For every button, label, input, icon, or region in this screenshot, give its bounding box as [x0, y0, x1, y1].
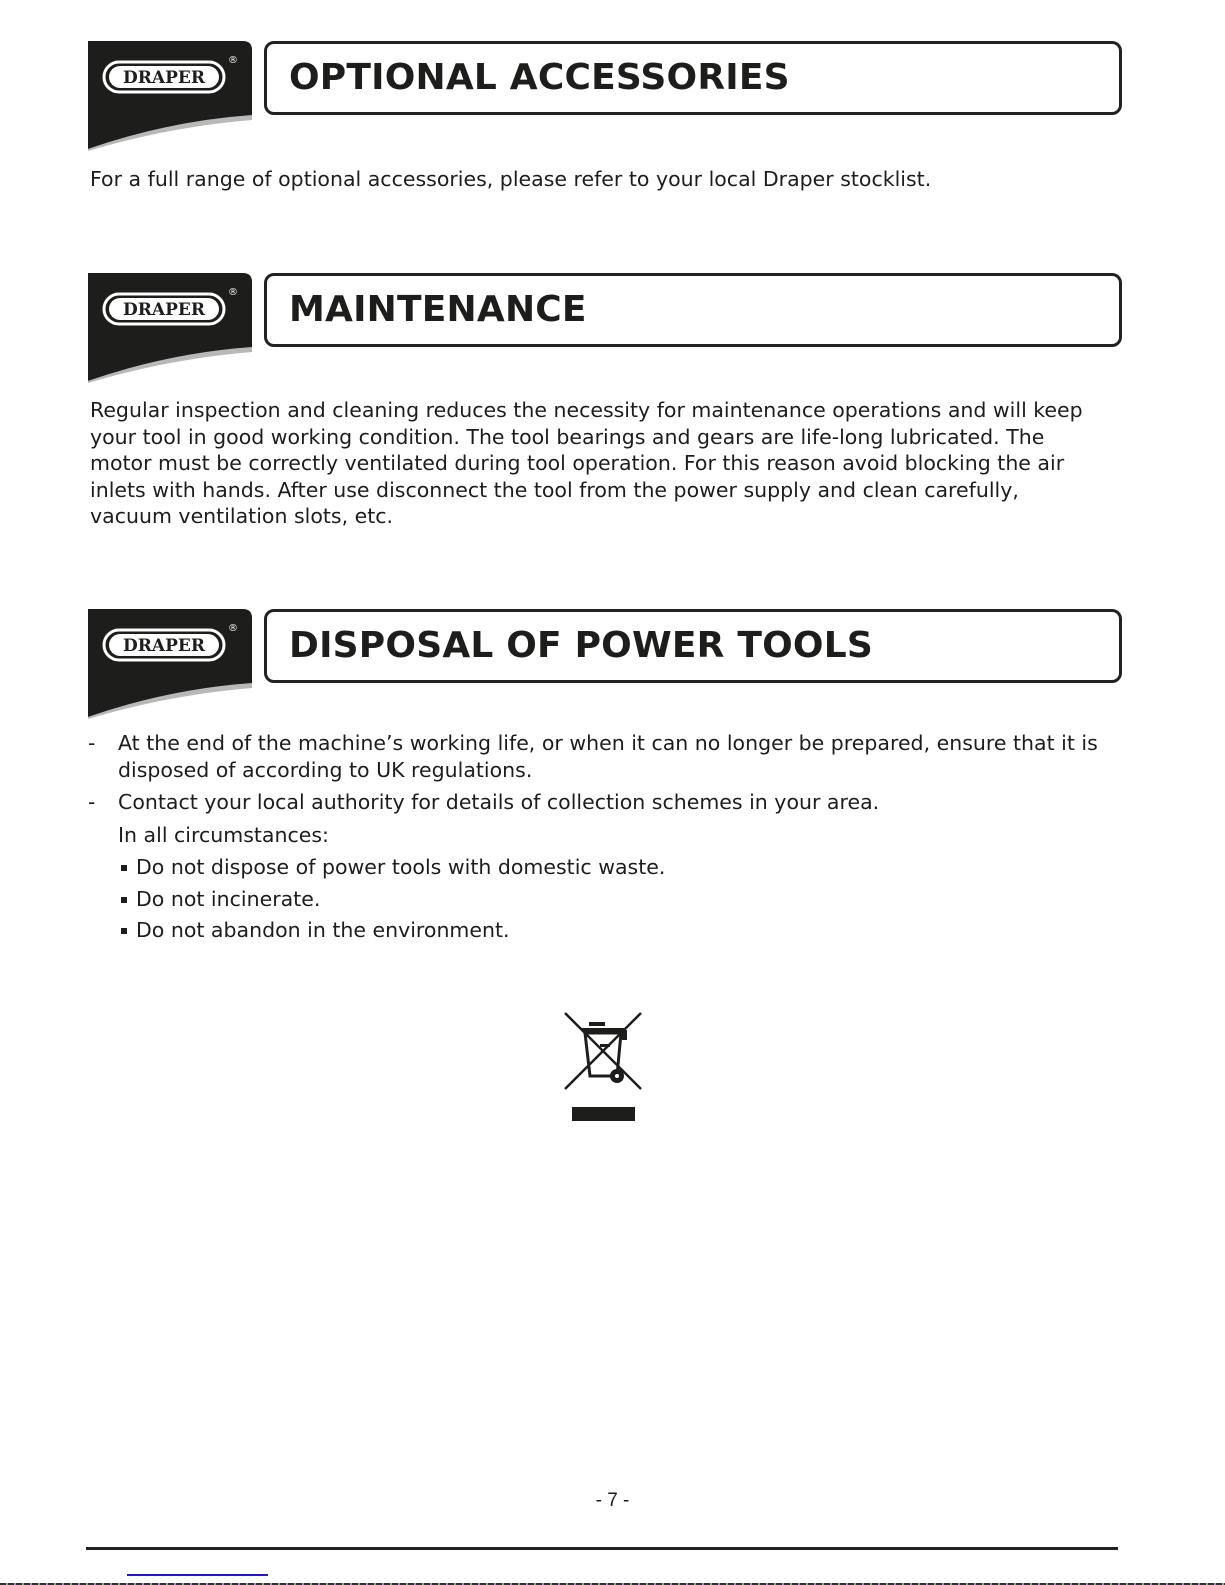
- draper-logo: [88, 273, 254, 391]
- list-item-text: Do not incinerate.: [136, 886, 321, 911]
- draper-logo: [88, 41, 254, 159]
- list-item-text: At the end of the machine’s working life, or when it can no longer be prepared, ensure that it is disposed of according to UK regulations.: [118, 731, 1098, 782]
- maintenance-line: motor must be correctly ventilated during tool operation. For this reason avoid blocking the air: [90, 451, 1065, 475]
- section-title: MAINTENANCE: [289, 289, 587, 330]
- section-header-maintenance: [88, 273, 1122, 391]
- registered-mark: ®: [228, 55, 238, 66]
- maintenance-line: your tool in good working condition. The tool bearings and gears are life-long lubricated. The: [90, 424, 1045, 449]
- section-title-box: [264, 609, 1122, 683]
- list-item-text: Do not abandon in the environment.: [136, 918, 510, 942]
- logo-text: DRAPER: [123, 636, 205, 656]
- square-bullet-icon: [121, 928, 127, 934]
- list-item: [88, 854, 1128, 881]
- square-bullet-icon: [121, 865, 127, 871]
- dash-bullet: -: [88, 790, 96, 814]
- maintenance-line: vacuum ventilation slots, etc.: [90, 504, 394, 528]
- list-item: [88, 789, 1128, 816]
- list-item: [88, 730, 1128, 783]
- footer-rule: [86, 1547, 1118, 1550]
- section-title-box: [264, 273, 1122, 347]
- dash-bullet: -: [88, 731, 96, 755]
- list-item-text: Contact your local authority for details of collection schemes in your area.: [118, 790, 880, 814]
- section-title: OPTIONAL ACCESSORIES: [289, 57, 790, 98]
- list-item-text: Do not dispose of power tools with domestic waste.: [136, 855, 666, 879]
- list-item: [88, 917, 1128, 944]
- section-title-box: [264, 41, 1122, 115]
- maintenance-line: inlets with hands. After use disconnect the tool from the power supply and clean carefully,: [90, 477, 1019, 502]
- maintenance-text: [90, 397, 1083, 530]
- maintenance-line: Regular inspection and cleaning reduces the necessity for maintenance operations and will keep: [90, 398, 1083, 422]
- section-header-optional-accessories: [88, 41, 1122, 159]
- square-bullet-icon: [121, 897, 127, 903]
- crossed-out-wheelie-bin-icon: [562, 1010, 644, 1125]
- optional-accessories-text: For a full range of optional accessories, please refer to your local Draper stocklist.: [90, 167, 932, 191]
- sub-label: In all circumstances:: [118, 822, 329, 847]
- page-number: - 7 -: [595, 1490, 630, 1511]
- registered-mark: ®: [228, 623, 238, 634]
- disposal-list: [88, 730, 1128, 949]
- section-header-disposal: [88, 609, 1122, 727]
- draper-logo: [88, 609, 254, 727]
- section-title: DISPOSAL OF POWER TOOLS: [289, 625, 873, 666]
- link-underline[interactable]: [127, 1574, 268, 1576]
- logo-text: DRAPER: [123, 300, 205, 320]
- registered-mark: ®: [228, 287, 238, 298]
- list-item: [88, 886, 1128, 913]
- logo-text: DRAPER: [123, 68, 205, 88]
